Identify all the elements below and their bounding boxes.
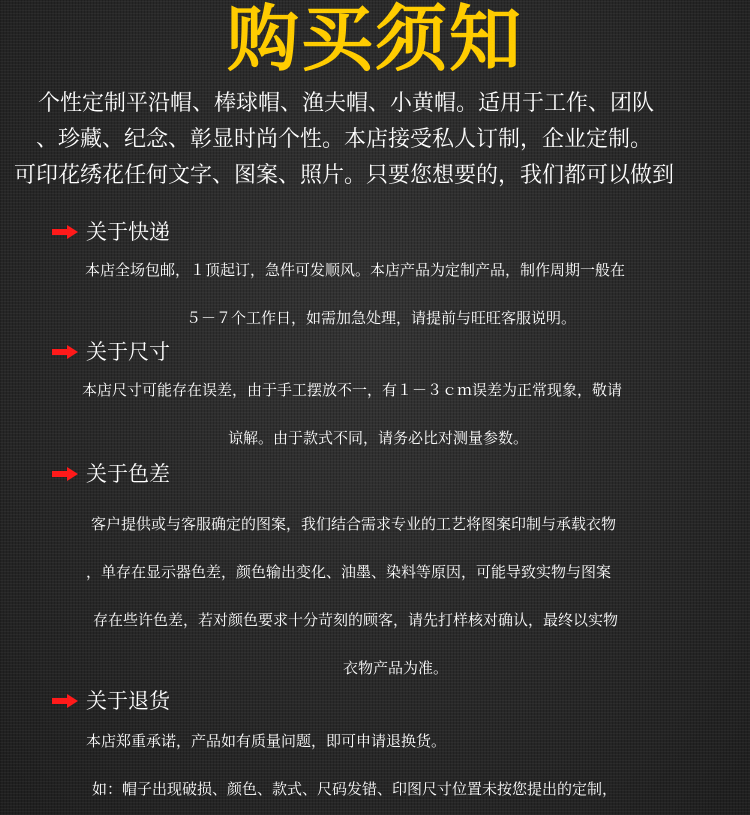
intro-block: [0, 86, 750, 194]
body-line: ５－７个工作日，如需加急处理，请提前与旺旺客服说明。: [186, 309, 577, 327]
section-returns: [0, 686, 750, 798]
section-color: [0, 459, 750, 677]
red-right-arrow-icon: [52, 345, 78, 359]
section-header: [0, 217, 750, 247]
body-line: 客户提供或与客服确定的图案，我们结合需求专业的工艺将图案印制与承载衣物: [91, 515, 617, 533]
red-right-arrow-icon: [52, 694, 78, 708]
body-line: 本店尺寸可能存在误差，由于手工摆放不一，有１－３ｃｍ误差为正常现象，敬请: [82, 381, 623, 399]
body-line: ，单存在显示器色差，颜色输出变化、油墨、染料等原因，可能导致实物与图案: [86, 563, 612, 581]
body-line: 存在些许色差，若对颜色要求十分苛刻的顾客，请先打样核对确认，最终以实物: [93, 611, 619, 629]
intro-line: 、珍藏、纪念、彰显时尚个性。本店接受私人订制，企业定制。: [36, 127, 653, 152]
body-line: 衣物产品为准。: [343, 659, 449, 677]
body-line: 谅解。由于款式不同，请务必比对测量参数。: [228, 429, 529, 447]
page-title: 购买须知: [226, 0, 523, 81]
body-line: 如：帽子出现破损、颜色、款式、尺码发错、印图尺寸位置未按您提出的定制，: [92, 780, 618, 798]
section-header: [0, 686, 750, 716]
section-size: [0, 337, 750, 447]
section-header: [0, 337, 750, 367]
intro-line: 个性定制平沿帽、棒球帽、渔夫帽、小黄帽。适用于工作、团队: [38, 91, 655, 116]
section-shipping: [0, 217, 750, 327]
body-line: 本店全场包邮，１顶起订，急件可发顺风。本店产品为定制产品，制作周期一般在: [85, 261, 626, 279]
intro-line: 可印花绣花任何文字、图案、照片。只要您想要的，我们都可以做到: [14, 163, 675, 188]
section-header: [0, 459, 750, 489]
section-title: 关于色差: [86, 462, 170, 486]
body-line: 本店郑重承诺，产品如有质量问题，即可申请退换货。: [86, 732, 447, 750]
section-title: 关于快递: [86, 220, 170, 244]
red-right-arrow-icon: [52, 225, 78, 239]
section-title: 关于退货: [86, 689, 170, 713]
red-right-arrow-icon: [52, 467, 78, 481]
section-title: 关于尺寸: [86, 340, 170, 364]
